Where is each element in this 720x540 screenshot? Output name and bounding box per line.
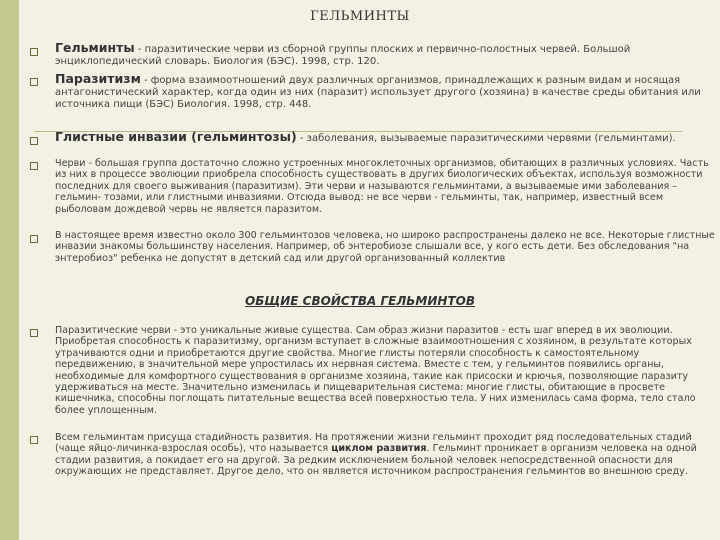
bullet-square-icon <box>30 436 38 444</box>
term-helminths: Гельминты <box>55 40 135 55</box>
bullet-square-icon <box>30 162 38 170</box>
definition-helminthiasis <box>55 131 715 145</box>
bullet-square-icon <box>30 235 38 243</box>
bullet-square-icon <box>30 78 38 86</box>
paragraph-text: Всем гельминтам присуща стадийность развития. На протяжении жизни гельминт проходит ряд последовательных стадий (чаще яйцо-личинка-взрослая особь), что называется <box>55 432 692 455</box>
paragraph-worms: Черви - большая группа достаточно сложно устроенных многоклеточных организмов, обитающих в различных условиях. Часть из них в процессе эволюции приобрела способность существовать в других биологических объектах, используя возможности последних для своего выживания (паразитизм). Эти черви и называются гельминтами, а вызываемые ими заболевания – гельмин- тозами, или глистными инвазиями. Отсюда вывод: не все черви - гельминты, так, например, известный всем рыболовам дождевой червь не является паразитом. <box>55 158 709 215</box>
definition-helminths <box>55 42 715 68</box>
paragraph-prevalence: В настоящее время известно около 300 гельминтозов человека, но широко распространены далеко не все. Некоторые глистные инвазии знакомы большинству населения. Например, об энтеробиозе слышали все, у кого есть дети. Без обследования "на энтеробиоз" ребенка не допустят в детский сад или другой организованный коллектив <box>55 230 715 264</box>
definition-text: - заболевания, вызываемые паразитическими червями (гельминтами). <box>296 133 676 144</box>
paragraph-text: . Гельминт проникает в организм человека на одной стадии развития, а покидает его на другой. За редким исключением больной человек непосредственной опасности для окружающих не представляет. Другое дело, что он является источником распространения гельминтов во внешнюю среду. <box>55 443 697 478</box>
definition-parasitism <box>55 73 715 111</box>
term-parasitism: Паразитизм <box>55 71 141 86</box>
definition-text: - паразитические черви из сборной группы плоских и первично-полостных червей. Большой энциклопедический словарь. Биология (БЭС). 1998, стр. 120. <box>55 44 631 67</box>
page-title: ГЕЛЬМИНТЫ <box>310 9 410 24</box>
bullet-square-icon <box>30 137 38 145</box>
bullet-square-icon <box>30 48 38 56</box>
definition-text: - форма взаимоотношений двух различных организмов, принадлежащих к разным видам и носящая антагонистический характер, когда один из них (паразит) использует другого (хозяина) в качестве среды обитания или источника пищи (БЭС) Биология. 1998, стр. 448. <box>55 75 701 110</box>
paragraph-parasitic-worms: Паразитические черви - это уникальные живые существа. Сам образ жизни паразитов - есть шаг вперед в их эволюции. Приобретая способность к паразитизму, организм вступает в сложные взаимоотношения с хозяином, в результате которых утрачиваются одни и приобретаются другие свойства. Многие глисты потеряли способность к самостоятельному передвижению, в значительной мере упростилась их нервная система. Вместе с тем, у гельминтов появились органы, необходимые для комфортного существования в организме хозяина, такие как присоски и крючья, позволяющие паразиту удерживаться на месте. Значительно изменилась и пищеварительная система: многие глисты, обитающие в просвете кишечника, способны поглощать питательные вещества всей поверхностью тела. У них изменилась сама форма, тело стало более уплощенным. <box>55 325 696 416</box>
paragraph-development-stages <box>55 432 715 478</box>
bullet-square-icon <box>30 329 38 337</box>
bold-term-development-cycle: циклом развития <box>331 443 427 455</box>
section-heading: ОБЩИЕ СВОЙСТВА ГЕЛЬМИНТОВ <box>245 294 475 308</box>
decorative-side-bar <box>0 0 19 540</box>
term-helminthiasis: Глистные инвазии (гельминтозы) <box>55 129 297 144</box>
